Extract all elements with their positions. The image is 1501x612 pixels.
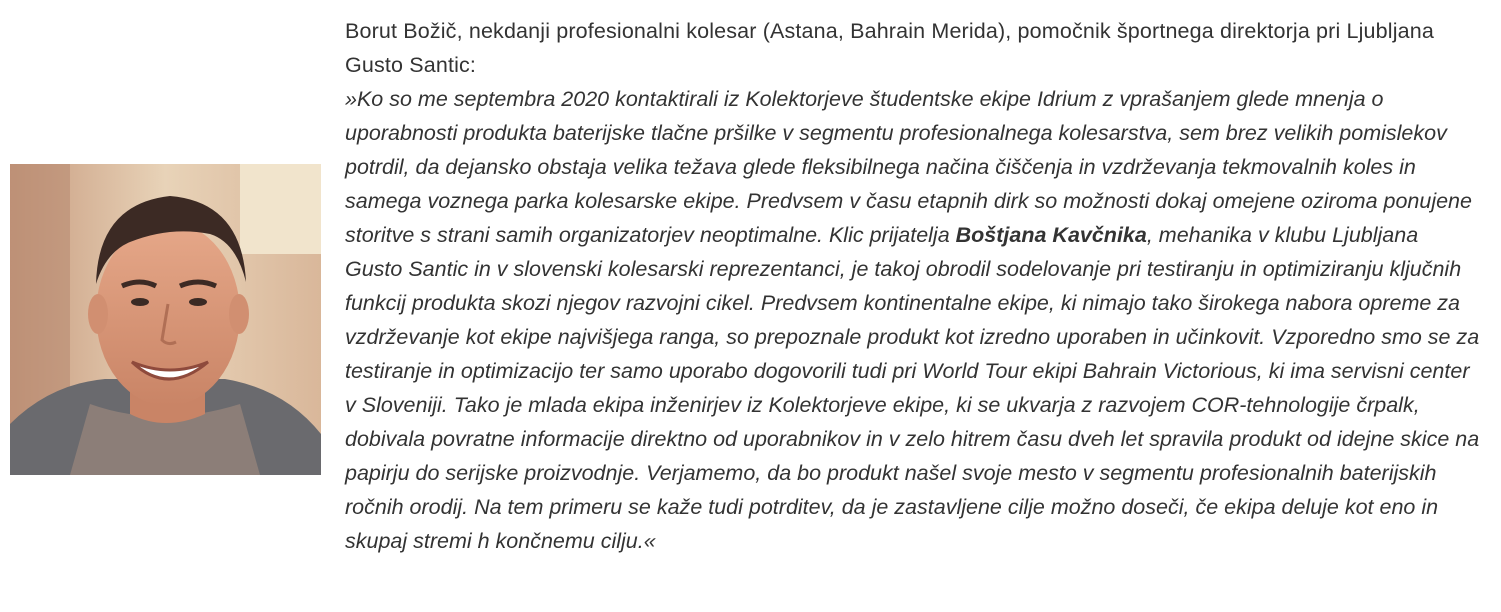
quote-text: [345, 87, 1479, 553]
portrait-photo: [10, 164, 321, 475]
quote-attribution: Borut Božič, nekdanji profesionalni kolesar (Astana, Bahrain Merida), pomočnik športnega direktorja pri Ljubljana Gusto Santic:: [345, 19, 1434, 77]
quote-block: [345, 14, 1480, 558]
quote-text-part2: , mehanika v klubu Ljubljana Gusto Santic in v slovenski kolesarski reprezentanci, je takoj obrodil sodelovanje pri testiranju in optimiziranju ključnih funkcij produkta skozi njegov razvojni cikel. Predvsem kontinentalne ekipe, ki nimajo tako širokega nabora opreme za vzdrževanje kot ekipe najvišjega ranga, so prepoznale produkt kot izredno uporaben in učinkovit. Vzporedno smo se za testiranje in optimizacijo ter samo uporabo dogovorili tudi pri World Tour ekipi Bahrain Victorious, ki ima servisni center v Sloveniji. Tako je mlada ekipa inženirjev iz Kolektorjeve ekipe, ki se ukvarja z razvojem COR-tehnologije črpalk, dobivala povratne informacije direktno od uporabnikov in v zelo hitrem času dveh let spravila produkt od idejne skice na papirju do serijske proizvodnje. Verjamemo, da bo produkt našel svoje mesto v segmentu profesionalnih baterijskih ročnih orodij. Na tem primeru se kaže tudi potrditev, da je zastavljene cilje možno doseči, če ekipa deluje kot eno in skupaj stremi h končnemu cilju.«: [345, 223, 1480, 553]
quote-bold-name: Boštjana Kavčnika: [955, 223, 1147, 247]
quote-text-part1: »Ko so me septembra 2020 kontaktirali iz Kolektorjeve študentske ekipe Idrium z vprašanjem glede mnenja o uporabnosti produkta baterijske tlačne pršilke v segmentu profesionalnega kolesarstva, sem brez velikih pomislekov potrdil, da dejansko obstaja velika težava glede fleksibilnega načina čiščenja in vzdrževanja tekmovalnih koles in samega voznega parka kolesarske ekipe. Predvsem v času etapnih dirk so možnosti dokaj omejene oziroma ponujene storitve s strani samih organizatorjev neoptimalne. Klic prijatelja: [345, 87, 1472, 247]
